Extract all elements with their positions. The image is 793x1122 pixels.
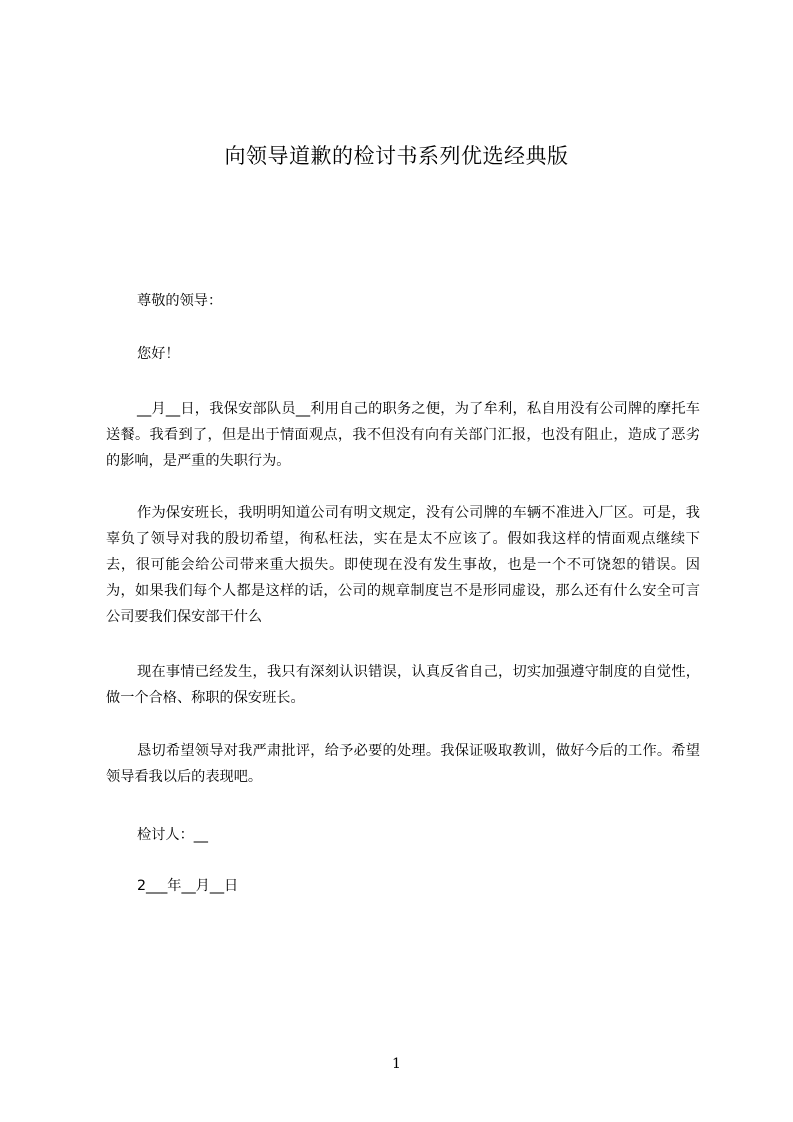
date-line: 2___年__月__日 xyxy=(137,878,239,894)
salutation: 尊敬的领导： xyxy=(137,293,223,309)
signer-line: 检讨人：__ xyxy=(137,827,208,843)
paragraph-1: __月__日，我保安部队员__利用自己的职务之便，为了牟利，私自用没有公司牌的摩托车送餐。我看到了，但是出于情面观点，我不但没有向有关部门汇报，也没有阻止，造成了恶劣的影响，是严重的失职行为。 xyxy=(106,401,700,469)
greeting: 您好！ xyxy=(137,346,180,362)
page-number: 1 xyxy=(392,1056,401,1072)
document-title: 向领导道歉的检讨书系列优选经典版 xyxy=(224,144,569,168)
paragraph-2: 作为保安班长，我明明知道公司有明文规定，没有公司牌的车辆不准进入厂区。可是，我辜负了领导对我的殷切希望，徇私枉法，实在是太不应该了。假如我这样的情面观点继续下去，很可能会给公司带来重大损失。即使现在没有发生事故，也是一个不可饶恕的错误。因为，如果我们每个人都是这样的话，公司的规章制度岂不是形同虚设，那么还有什么安全可言公司要我们保安部干什么 xyxy=(106,505,700,625)
paragraph-3: 现在事情已经发生，我只有深刻认识错误，认真反省自己，切实加强遵守制度的自觉性，做一个合格、称职的保安班长。 xyxy=(106,664,700,706)
paragraph-4: 恳切希望领导对我严肃批评，给予必要的处理。我保证吸取教训，做好今后的工作。希望领导看我以后的表现吧。 xyxy=(106,743,700,785)
